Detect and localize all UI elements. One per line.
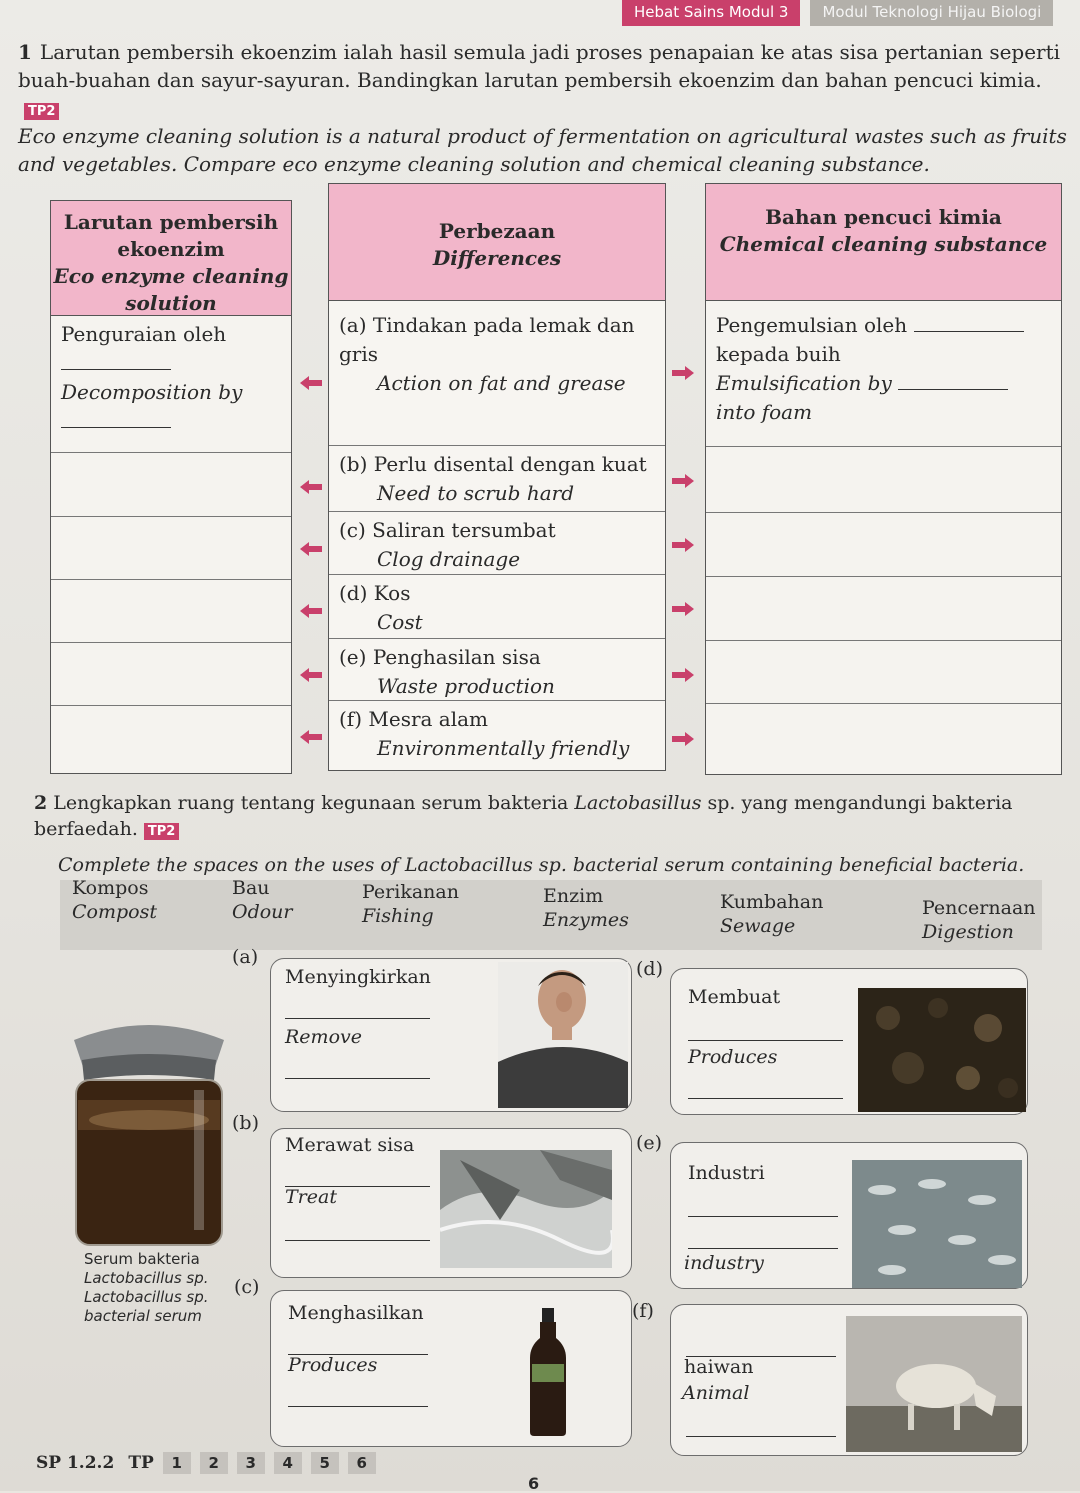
row-en: Action on fat and grease <box>377 371 626 395</box>
row-letter: (c) <box>339 518 366 542</box>
difference-row-f <box>329 701 665 769</box>
row-letter: (a) <box>339 313 367 337</box>
word-odour: Bau Odour <box>232 877 293 923</box>
right-a-ms2: kepada buih <box>716 342 841 366</box>
right-row-b[interactable] <box>706 447 1061 513</box>
arrow-left-icon <box>300 730 322 744</box>
row-ms: Kos <box>373 581 411 605</box>
arrow-left-icon <box>300 668 322 682</box>
tp-level[interactable]: 4 <box>274 1452 302 1474</box>
left-row-d[interactable] <box>51 580 291 643</box>
footer <box>36 1452 376 1474</box>
question-text-ms-post: sp. yang mengandungi bakteria berfaedah. <box>34 792 1013 840</box>
right-row-a <box>706 301 1061 447</box>
row-en: Need to scrub hard <box>377 481 575 505</box>
left-row-a <box>51 316 291 453</box>
tp-label: TP <box>128 1453 154 1473</box>
arrow-left-icon <box>300 480 322 494</box>
blank-line[interactable] <box>914 313 1024 332</box>
left-row-f[interactable] <box>51 706 291 773</box>
word-fishing: Perikanan Fishing <box>362 881 459 927</box>
use-f-ms: haiwan <box>684 1356 754 1378</box>
page-number: 6 <box>528 1474 540 1493</box>
arrow-left-icon <box>300 542 322 556</box>
word-bank <box>60 877 1042 950</box>
arrow-right-icon <box>672 602 694 616</box>
use-a-letter: (a) <box>232 946 259 968</box>
question-text-en: Complete the spaces on the uses of Lactobacillus sp. bacterial serum containing beneficial bacteria. <box>58 854 1025 876</box>
left-row-b[interactable] <box>51 453 291 517</box>
use-b-en: Treat <box>285 1186 337 1208</box>
cow-image <box>846 1316 1022 1452</box>
differences-header <box>329 184 665 301</box>
answer-line[interactable] <box>285 1078 430 1079</box>
enzyme-bottle-image <box>528 1308 568 1436</box>
header-en: Differences <box>432 246 562 270</box>
row-ms: Saliran tersumbat <box>372 518 556 542</box>
use-d-en: Produces <box>688 1046 778 1068</box>
odour-man-image <box>498 962 628 1108</box>
word-sewage: Kumbahan Sewage <box>720 891 824 937</box>
right-a-en: Emulsification by <box>716 371 892 395</box>
use-d-letter: (d) <box>636 958 663 980</box>
use-f-en: Animal <box>682 1382 750 1404</box>
answer-line[interactable] <box>288 1406 428 1407</box>
row-en: Environmentally friendly <box>377 736 630 760</box>
row-letter: (f) <box>339 707 363 731</box>
use-a-ms: Menyingkirkan <box>285 966 431 988</box>
word-compost: Kompos Compost <box>72 877 157 923</box>
tp-level[interactable]: 3 <box>237 1452 265 1474</box>
use-b-letter: (b) <box>232 1112 259 1134</box>
species-name: Lactobasillus <box>574 792 702 814</box>
question-text-en: Eco enzyme cleaning solution is a natural product of fermentation on agricultural wastes such as fruits and vegetables. Compare eco enzyme cleaning solution and chemical cleaning substance. <box>18 124 1067 176</box>
serum-species: Lactobacillus sp. <box>84 1269 209 1287</box>
left-a-ms: Penguraian oleh <box>61 322 227 346</box>
row-ms: Penghasilan sisa <box>372 645 541 669</box>
header-ms: Larutan pembersih ekoenzim <box>63 210 279 261</box>
header-ms: Bahan pencuci kimia <box>765 205 1002 229</box>
use-e-ms: Industri <box>688 1162 765 1184</box>
question-text-ms: Lengkapkan ruang tentang kegunaan serum bakteria <box>53 792 575 814</box>
row-letter: (e) <box>339 645 367 669</box>
arrow-right-icon <box>672 538 694 552</box>
difference-row-c <box>329 512 665 575</box>
question-number: 1 <box>18 40 32 64</box>
tp-badge: TP2 <box>24 103 59 120</box>
difference-row-d <box>329 575 665 639</box>
right-a-ms: Pengemulsian oleh <box>716 313 908 337</box>
fish-image <box>852 1160 1022 1288</box>
use-a-en: Remove <box>285 1026 362 1048</box>
arrow-left-icon <box>300 604 322 618</box>
use-c-ms: Menghasilkan <box>288 1302 424 1324</box>
row-ms: Tindakan pada lemak dan gris <box>339 313 635 366</box>
tp-level[interactable]: 5 <box>311 1452 339 1474</box>
use-e-letter: (e) <box>636 1132 663 1154</box>
right-row-e[interactable] <box>706 641 1061 704</box>
use-e-en: industry <box>684 1252 764 1274</box>
blank-line[interactable] <box>61 409 171 428</box>
series-tag: Modul Teknologi Hijau Biologi <box>810 0 1053 26</box>
tp-level[interactable]: 1 <box>163 1452 191 1474</box>
arrow-right-icon <box>672 668 694 682</box>
compost-image <box>858 988 1026 1112</box>
chemical-column <box>705 183 1062 775</box>
difference-row-b <box>329 446 665 512</box>
use-d-ms: Membuat <box>688 986 781 1008</box>
question-2 <box>34 790 1074 878</box>
right-a-en2: into foam <box>716 400 813 424</box>
module-tag: Hebat Sains Modul 3 <box>622 0 800 26</box>
arrow-right-icon <box>672 366 694 380</box>
right-row-d[interactable] <box>706 577 1061 641</box>
tp-level[interactable]: 2 <box>200 1452 228 1474</box>
left-row-e[interactable] <box>51 643 291 706</box>
serum-caption-en: Lactobacillus sp. <box>84 1288 209 1306</box>
page-header <box>622 0 1053 26</box>
serum-jar-image <box>64 1010 234 1250</box>
answer-line[interactable] <box>285 1240 430 1241</box>
difference-row-a <box>329 301 665 446</box>
header-ms: Perbezaan <box>438 219 556 243</box>
row-letter: (b) <box>339 452 368 476</box>
eco-enzyme-header <box>51 201 291 316</box>
serum-caption <box>84 1250 209 1326</box>
right-row-c[interactable] <box>706 513 1061 577</box>
arrow-left-icon <box>300 376 322 390</box>
chemical-header <box>706 184 1061 301</box>
sp-code: SP 1.2.2 <box>36 1453 115 1473</box>
row-en: Cost <box>377 610 423 634</box>
eco-enzyme-column <box>50 200 292 774</box>
answer-line[interactable] <box>688 1098 843 1099</box>
question-1 <box>18 38 1073 178</box>
row-en: Waste production <box>377 674 555 698</box>
answer-line[interactable] <box>688 1040 843 1041</box>
differences-column <box>328 183 666 771</box>
sewage-image <box>440 1150 612 1268</box>
use-c-letter: (c) <box>234 1276 260 1298</box>
use-c-en: Produces <box>288 1354 378 1376</box>
blank-line[interactable] <box>61 351 171 370</box>
row-ms: Perlu disental dengan kuat <box>373 452 647 476</box>
row-en: Clog drainage <box>377 547 521 571</box>
word-enzymes: Enzim Enzymes <box>543 885 629 931</box>
difference-row-e <box>329 639 665 701</box>
tp-level[interactable]: 6 <box>348 1452 376 1474</box>
serum-caption-en2: bacterial serum <box>84 1307 202 1325</box>
answer-line[interactable] <box>686 1436 836 1437</box>
left-a-en: Decomposition by <box>61 380 243 404</box>
header-en: Eco enzyme cleaning solution <box>53 264 289 315</box>
question-text-ms: Larutan pembersih ekoenzim ialah hasil semula jadi proses penapaian ke atas sisa pertanian seperti buah-buahan dan sayur-sayuran. Bandingkan larutan pembersih ekoenzim dan bahan pencuci kimia. <box>18 40 1061 92</box>
answer-line[interactable] <box>285 1018 430 1019</box>
header-en: Chemical cleaning substance <box>719 232 1048 256</box>
question-number: 2 <box>34 792 48 814</box>
word-digestion: Pencernaan Digestion <box>922 897 1036 943</box>
row-ms: Mesra alam <box>368 707 489 731</box>
left-row-c[interactable] <box>51 517 291 580</box>
answer-line[interactable] <box>688 1248 838 1249</box>
right-row-f[interactable] <box>706 704 1061 772</box>
use-f-letter: (f) <box>632 1300 654 1322</box>
answer-line[interactable] <box>688 1216 838 1217</box>
serum-caption-ms: Serum bakteria <box>84 1250 200 1268</box>
blank-line[interactable] <box>898 371 1008 390</box>
tp-badge: TP2 <box>144 823 179 840</box>
use-b-ms: Merawat sisa <box>285 1134 415 1156</box>
arrow-right-icon <box>672 732 694 746</box>
arrow-right-icon <box>672 474 694 488</box>
row-letter: (d) <box>339 581 368 605</box>
